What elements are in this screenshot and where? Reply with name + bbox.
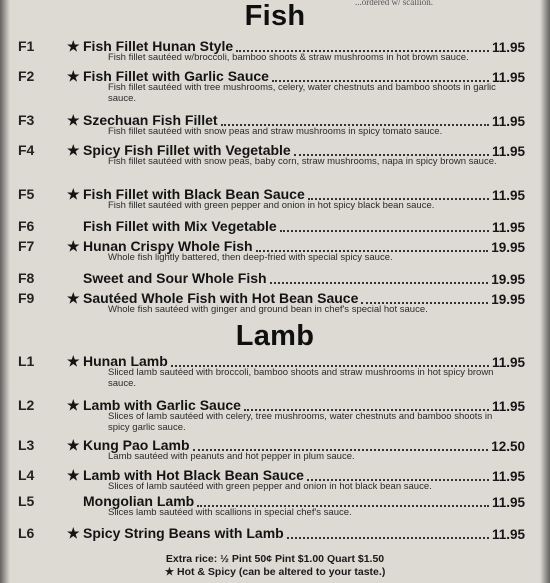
item-price: 11.95	[491, 188, 525, 203]
spicy-star-icon: ★	[67, 186, 80, 202]
item-code: F7	[18, 238, 35, 254]
dot-leader	[280, 230, 489, 232]
spicy-star-icon: ★	[67, 112, 80, 128]
spicy-star-icon: ★	[67, 353, 80, 369]
item-name: Hunan Lamb	[83, 353, 168, 369]
item-name: Spicy Fish Fillet with Vegetable	[83, 142, 291, 158]
item-code: L4	[18, 467, 35, 483]
item-price: 11.95	[491, 40, 525, 55]
spicy-star-icon: ★	[67, 142, 80, 158]
item-name: Sweet and Sour Whole Fish	[83, 270, 267, 286]
item-price: 11.95	[491, 495, 525, 510]
spicy-star-icon: ★	[67, 437, 80, 453]
item-name: Fish Fillet Hunan Style	[83, 38, 234, 54]
spicy-star-icon: ★	[67, 525, 80, 541]
extra-rice-note: Extra rice: ½ Pint 50¢ Pint $1.00 Quart $1.50	[165, 553, 385, 565]
item-code: L6	[18, 525, 35, 541]
dot-leader	[270, 282, 489, 284]
item-description: Fish fillet sautéed w/broccoli, bamboo shoots & straw mushrooms in hot brown sauce.	[108, 52, 469, 63]
item-name-line	[67, 270, 267, 286]
item-description: Fish fillet sautéed with green pepper and onion in hot spicy black bean sauce.	[108, 200, 435, 211]
item-code: F3	[18, 112, 35, 128]
item-price: 11.95	[491, 220, 525, 235]
item-code: F1	[18, 38, 35, 54]
item-name: Fish Fillet with Black Bean Sauce	[83, 186, 305, 202]
item-code: L1	[18, 353, 35, 369]
item-name: Spicy String Beans with Lamb	[83, 525, 284, 541]
spicy-star-icon: ★	[67, 467, 80, 483]
item-description: Slices of lamb sautéed with celery, tree mushrooms, water chestnuts and bamboo shoots in spicy garlic sauce.	[108, 411, 493, 433]
spicy-star-icon: ★	[67, 397, 80, 413]
item-code: F9	[18, 290, 35, 306]
item-name-line	[67, 525, 284, 542]
item-code: F8	[18, 270, 35, 286]
item-price: 11.95	[491, 70, 525, 85]
fish-heading: Fish	[244, 0, 306, 32]
item-name: Lamb with Hot Black Bean Sauce	[83, 467, 304, 483]
spicy-star-icon: ★	[67, 290, 80, 306]
spicy-star-icon: ★	[67, 38, 80, 54]
item-price: 19.95	[491, 240, 525, 255]
lamb-heading: Lamb	[235, 320, 315, 352]
item-name: Sautéed Whole Fish with Hot Bean Sauce	[83, 290, 359, 306]
item-price: 11.95	[491, 399, 525, 414]
item-code: F6	[18, 218, 35, 234]
item-description: Sliced lamb sautéed with broccoli, bamboo shoots and straw mushrooms in hot spicy brown sauce.	[108, 367, 494, 389]
item-price: 11.95	[491, 469, 525, 484]
item-code: L3	[18, 437, 35, 453]
item-price: 11.95	[491, 114, 525, 129]
item-description: Slices of lamb sautéed with green pepper and onion in hot black bean sauce.	[108, 481, 432, 492]
spicy-star-icon: ★	[67, 68, 80, 84]
spicy-star-icon: ★	[67, 238, 80, 254]
item-description: Lamb sautéed with peanuts and hot pepper in plum sauce.	[108, 451, 355, 462]
top-note: ...ordered w/ scallion.	[355, 0, 433, 7]
item-description: Fish fillet sautéed with snow peas, baby corn, straw mushrooms, napa in spicy brown sauce.	[108, 156, 497, 167]
item-price: 19.95	[491, 272, 525, 287]
item-name: Kung Pao Lamb	[83, 437, 190, 453]
item-name: Szechuan Fish Fillet	[83, 112, 218, 128]
spicy-legend: ★ Hot & Spicy (can be altered to your taste.)	[164, 566, 386, 578]
item-name: Hunan Crispy Whole Fish	[83, 238, 253, 254]
item-description: Slices lamb sautéed with scallions in special chef's sauce.	[108, 507, 352, 518]
item-name: Fish Fillet with Garlic Sauce	[83, 68, 269, 84]
item-description: Fish fillet sautéed with snow peas and straw mushrooms in spicy tomato sauce.	[108, 126, 443, 137]
item-price: 19.95	[491, 292, 525, 307]
item-code: L5	[18, 493, 35, 509]
item-description: Fish fillet sautéed with tree mushrooms, celery, water chestnuts and bamboo shoots in garlic sauce.	[108, 82, 496, 104]
item-name: Fish Fillet with Mix Vegetable	[83, 218, 277, 234]
item-price: 11.95	[491, 527, 525, 542]
item-code: F5	[18, 186, 35, 202]
item-name: Mongolian Lamb	[83, 493, 195, 509]
item-price: 11.95	[491, 355, 525, 370]
dot-leader	[287, 537, 489, 539]
item-name: Lamb with Garlic Sauce	[83, 397, 241, 413]
item-description: Whole fish sautéed with ginger and ground bean in chef's special hot sauce.	[108, 304, 428, 315]
item-code: F4	[18, 142, 35, 158]
item-price: 12.50	[491, 439, 525, 454]
item-code: L2	[18, 397, 35, 413]
item-name-line	[67, 218, 277, 234]
item-price: 11.95	[491, 144, 525, 159]
item-description: Whole fish lightly battered, then deep-fried with special spicy sauce.	[108, 252, 393, 263]
item-code: F2	[18, 68, 35, 84]
